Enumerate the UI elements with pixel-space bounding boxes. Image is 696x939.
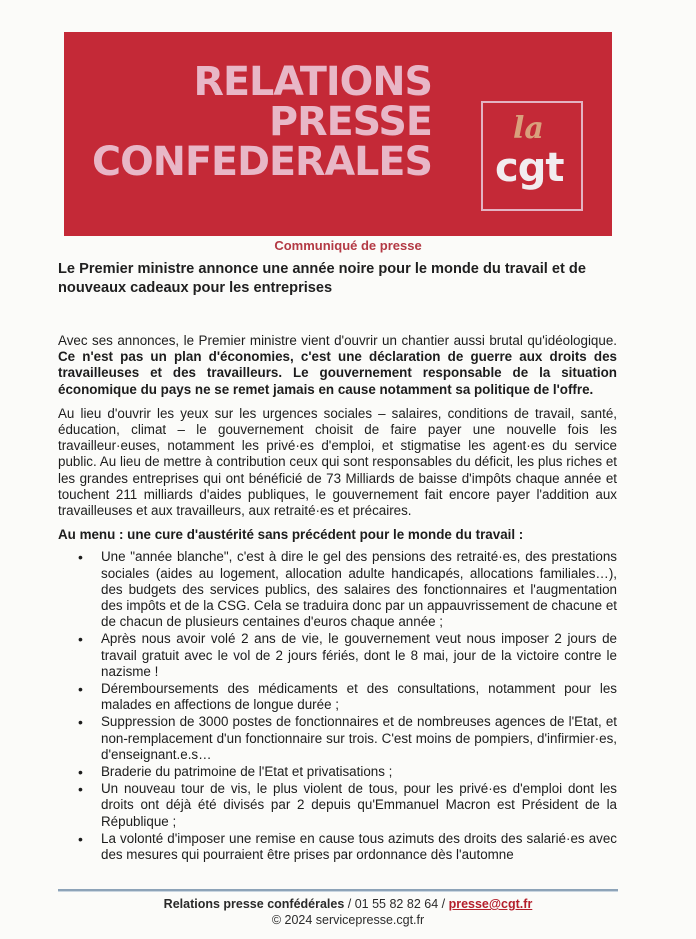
headline: Le Premier ministre annonce une année noire pour le monde du travail et de nouveaux cadeaux pour les entreprises <box>58 261 586 296</box>
intro-bold: Ce n'est pas un plan d'économies, c'est une déclaration de guerre aux droits des travailleuses et des travailleurs. Le gouvernement responsable de la situation économique du pays ne se remet jamais en cause notamment sa politique de l'offre. <box>58 349 617 397</box>
menu-title: Au menu : une cure d'austérité sans précédent pour le monde du travail : <box>58 527 524 543</box>
list-item: • Braderie du patrimoine de l'Etat et privatisations ; <box>101 764 617 780</box>
measures-list <box>58 549 617 863</box>
list-item: • Déremboursements des médicaments et des consultations, notamment pour les malades en affections de longue durée ; <box>101 681 617 713</box>
list-item: • Un nouveau tour de vis, le plus violent de tous, pour les privé·es d'emploi dont les droits ont déjà été divisés par 2 depuis qu'Emmanuel Macron est Président de la République ; <box>101 781 617 830</box>
footer-contact-line <box>0 896 696 912</box>
list-item: • Une "année blanche", c'est à dire le gel des pensions des retraité·es, des prestations sociales (aides au logement, allocation adulte handicapés, allocations familiales…), des budgets des services publics, des salaires des fonctionnaires et l'augmentation des impôts et de la CSG. Cela se traduira donc par un appauvrissement de chacune et de chacun de plusieurs centaines d'euros chaque année ; <box>101 549 617 630</box>
press-release-label: Communiqué de presse <box>274 238 422 253</box>
intro-paragraph <box>58 333 617 398</box>
list-item: • La volonté d'imposer une remise en cause tous azimuts des droits des salarié·es avec des mesures qui pourraient être prises par ordonnance dès l'automne <box>101 831 617 863</box>
cgt-logo <box>481 101 583 211</box>
list-item: • Après nous avoir volé 2 ans de vie, le gouvernement veut nous imposer 2 jours de travail gratuit avec le vol de 2 jours fériés, dont le 8 mai, jour de la victoire contre le nazisme ! <box>101 631 617 680</box>
footer-phone: / 01 55 82 82 64 / <box>344 897 449 911</box>
footer-copyright: © 2024 servicepresse.cgt.fr <box>271 913 425 927</box>
footer-org: Relations presse confédérales <box>163 897 345 911</box>
footer-divider-shadow <box>58 891 618 892</box>
banner-title <box>87 59 433 185</box>
article-body <box>58 333 617 864</box>
logo-la-text: la <box>513 111 544 146</box>
banner-title-line-3: CONFEDERALES <box>92 139 433 185</box>
footer-email-link[interactable]: presse@cgt.fr <box>448 897 533 911</box>
banner-title-line-2: PRESSE <box>269 99 432 145</box>
list-item: • Suppression de 3000 postes de fonctionnaires et de nombreuses agences de l'Etat, et non-remplacement d'un fonctionnaire sur trois. C'est moins de pompiers, d'infirmier·es, d'enseignant.e.s… <box>101 714 617 763</box>
footer <box>0 896 696 928</box>
paragraph-2: Au lieu d'ouvrir les yeux sur les urgences sociales – salaires, conditions de travail, santé, éducation, climat – le gouvernement choisit de faire payer une nouvelle fois les travailleur·euses, notamment les privé·es d'emploi, et stigmatise les agent·es du service public. Au lieu de mettre à contribution ceux qui sont responsables du déficit, les plus riches et les grandes entreprises qui ont bénéficié de 73 Milliards de baisse d'impôts chaque année et touchent 211 milliards d'aides publiques, le gouvernement fait encore payer l'addition aux travailleuses et aux travailleurs, aux retraité·es et précaires. <box>58 405 617 519</box>
banner-title-line-1: RELATIONS <box>193 59 432 105</box>
intro-plain: Avec ses annonces, le Premier ministre vient d'ouvrir un chantier aussi brutal qu'idéologique. <box>58 333 617 348</box>
logo-cgt-text: cgt <box>495 145 564 191</box>
